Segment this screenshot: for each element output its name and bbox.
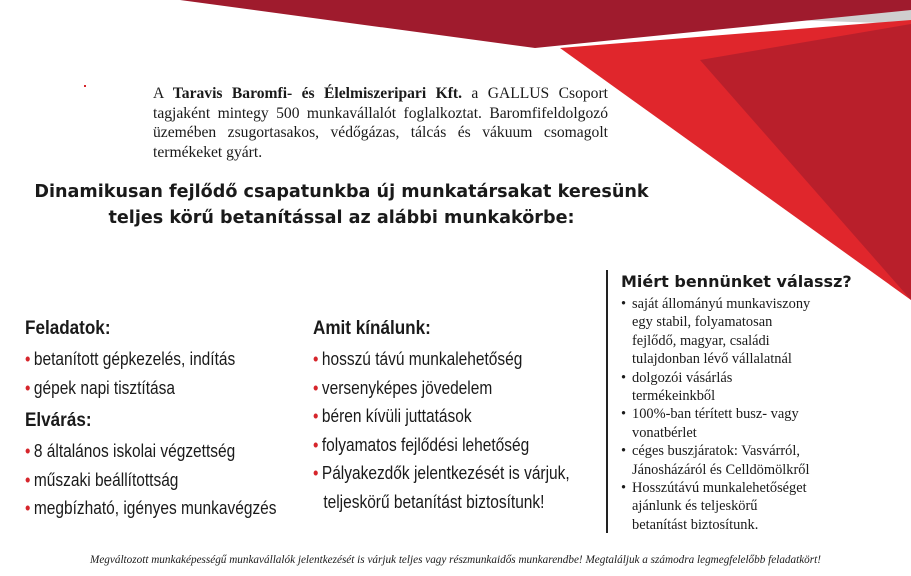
why-us-box [621,270,871,534]
list-item: • műszaki beállítottság [25,469,179,490]
bullet: • [313,463,319,483]
offer-list [313,345,603,516]
list-item: • 100%-ban térített busz- vagy vonatbérlet [621,405,871,442]
decorative-dot [84,85,86,87]
list-item: • megbízható, igényes munkavégzés [25,498,277,518]
bullet: • [313,406,319,426]
list-item: • gépek napi tisztítása [25,377,176,398]
list-item: • hosszú távú munkalehetőség [313,349,523,369]
list-item: • Pályakezdők jelentkezését is várjuk, [313,463,570,483]
list-item: • béren kívüli juttatások [313,406,472,426]
list-item-continuation: teljeskörű betanítást biztosítunk! [323,491,545,512]
left-column [25,316,315,523]
bullet: • [313,349,319,369]
bullet: • [313,434,319,455]
list-item: • folyamatos fejlődési lehetőség [313,434,530,455]
list-item: • versenyképes jövedelem [313,377,493,398]
headline-line-1: Dinamikusan fejlődő csapatunkba új munkatársakat keresünk [34,182,649,202]
requirements-title: Elvárás: [25,410,92,431]
bullet: • [25,349,31,369]
tasks-title: Feladatok: [25,318,111,339]
bullet: • [25,377,31,398]
bullet: • [313,377,319,398]
tasks-list [25,345,315,402]
intro-text: a GALLUS Csoport tagjaként mintegy 500 munkavállalót foglalkoztat. Baromfifeldolgozó üzemében zsugortasakos, védőgázas, tálcás és vákuum csomagolt termékeket gyárt. [153,85,608,161]
headline [20,179,663,231]
company-name: Taravis Baromfi- és Élelmiszeripari Kft. [172,85,462,102]
headline-line-2: teljes körű betanítással az alábbi munkakörbe: [108,208,575,228]
offer-title: Amit kínálunk: [313,318,431,339]
requirements-list [25,437,315,523]
list-item: • 8 általános iskolai végzettség [25,441,236,461]
offer-column [313,316,603,516]
footer-note: Megváltozott munkaképességű munkavállalók jelentkezését is várjuk teljes vagy részmunkaidős munkarendbe! Megtaláljuk a számodra legmegfelelőbb feladatkört! [90,554,821,566]
list-item: • céges buszjáratok: Vasvárról, Jánosházáról és Celldömölkről [621,442,871,479]
why-us-list [621,295,871,534]
intro-lead: A [153,85,173,102]
bullet: • [25,441,31,461]
list-item: • dolgozói vásárlás termékeinkből [621,369,871,406]
list-item: • saját állományú munkaviszony egy stabil, folyamatosan fejlődő, magyar, családi tulajdonban lévő vállalatnál [621,295,871,369]
company-intro [153,84,608,162]
bullet: • [25,498,31,518]
list-item: • Hosszútávú munkalehetőséget ajánlunk és teljeskörű betanítást biztosítunk. [621,479,871,534]
column-divider [606,270,608,533]
bullet: • [25,469,31,490]
list-item: • betanított gépkezelés, indítás [25,349,236,369]
why-us-title: Miért bennünket válassz? [621,272,852,291]
